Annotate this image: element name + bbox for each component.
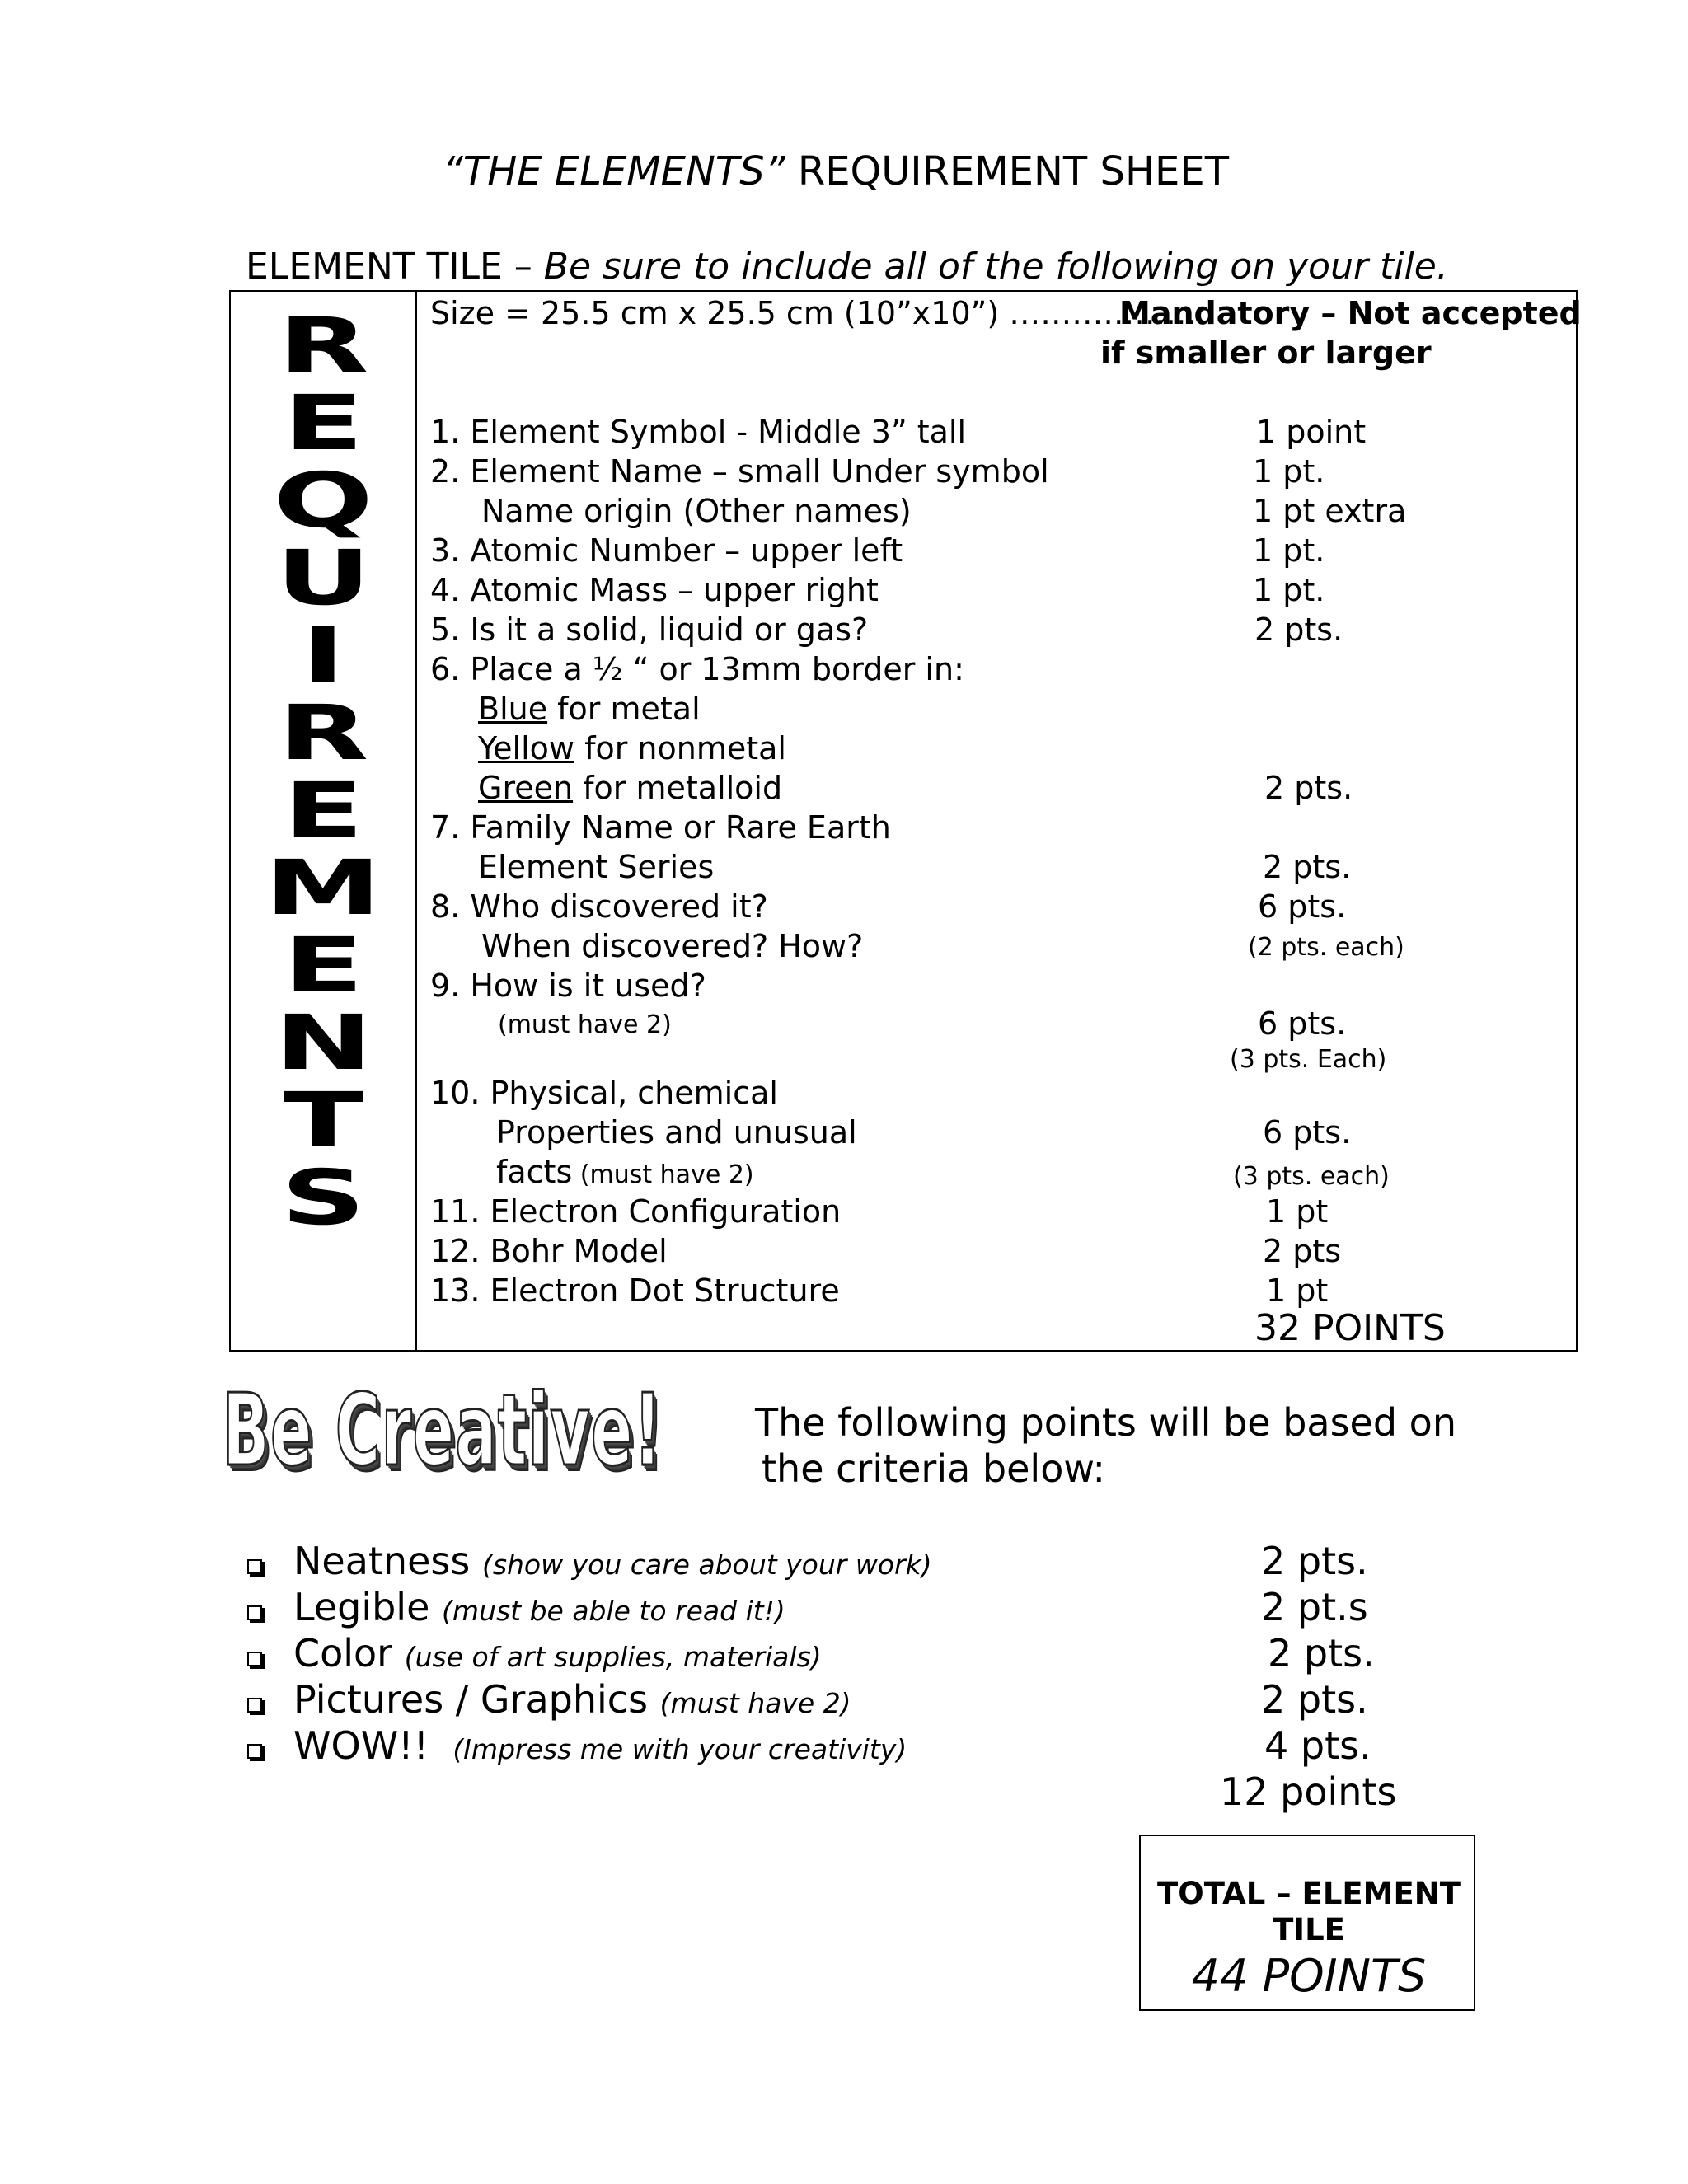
grand-total-label: TOTAL – ELEMENT TILE — [1157, 1876, 1461, 1947]
criteria-item-legible — [293, 1584, 785, 1634]
criteria-intro-line-1: The following points will be based on — [755, 1400, 1456, 1445]
page-title — [443, 148, 1229, 194]
req-item-8b-pts: (2 pts. each) — [1248, 933, 1404, 962]
req-item-2-pts: 1 pt. — [1253, 453, 1325, 490]
title-rest: REQUIREMENT SHEET — [785, 148, 1230, 194]
be-creative-graphic: Be Creative! — [223, 1374, 663, 1488]
criteria-label: Legible — [293, 1585, 430, 1629]
criteria-label: Neatness — [293, 1539, 471, 1583]
color-yellow-label: Yellow — [478, 730, 574, 766]
req-item-12-pts: 2 pts — [1263, 1233, 1342, 1269]
req-item-4-pts: 1 pt. — [1253, 572, 1325, 608]
side-letter: I — [301, 612, 345, 700]
side-letter: S — [280, 1154, 366, 1242]
req-item-13-pts: 1 pt — [1266, 1272, 1329, 1309]
req-item-2b: Name origin (Other names) — [481, 493, 912, 529]
req-item-6-yellow — [478, 729, 786, 768]
req-item-8: 8. Who discovered it? — [430, 888, 768, 925]
req-item-7: 7. Family Name or Rare Earth — [430, 809, 891, 846]
req-item-6-green — [478, 768, 782, 808]
req-item-4: 4. Atomic Mass – upper right — [430, 572, 879, 608]
size-note-range: if smaller or larger — [1100, 335, 1432, 371]
req-item-12: 12. Bohr Model — [430, 1233, 668, 1269]
size-requirement: Size = 25.5 cm x 25.5 cm (10”x10”) ……………… — [430, 295, 1198, 331]
req-item-10: 10. Physical, chemical — [430, 1075, 778, 1111]
grand-total-points: 44 POINTS — [1191, 1950, 1427, 2002]
req-item-9: 9. How is it used? — [430, 968, 706, 1004]
criteria-pts-pictures: 2 pts. — [1261, 1677, 1368, 1722]
req-item-5: 5. Is it a solid, liquid or gas? — [430, 612, 869, 648]
checkbox-icon — [247, 1698, 262, 1713]
checkbox-icon — [247, 1559, 262, 1574]
criteria-note: (must be able to read it!) — [442, 1595, 785, 1627]
criteria-intro-line-2: the criteria below: — [762, 1446, 1105, 1491]
size-note-mandatory: Mandatory – Not accepted — [1119, 295, 1582, 331]
criteria-label: Color — [293, 1631, 393, 1675]
req-item-9-each: (3 pts. Each) — [1230, 1045, 1387, 1074]
color-blue-text: for metal — [547, 691, 701, 727]
req-item-3-pts: 1 pt. — [1253, 532, 1325, 569]
req-item-13: 13. Electron Dot Structure — [430, 1272, 840, 1309]
criteria-note: (use of art supplies, materials) — [404, 1641, 822, 1673]
side-letter: E — [283, 379, 363, 467]
criteria-pts-color: 2 pts. — [1268, 1631, 1375, 1675]
req-item-1: 1. Element Symbol - Middle 3” tall — [430, 414, 967, 450]
criteria-note: (show you care about your work) — [481, 1549, 932, 1581]
criteria-item-pictures — [293, 1676, 851, 1727]
checkbox-icon — [247, 1744, 262, 1759]
req-item-9-pts: 6 pts. — [1258, 1005, 1347, 1042]
side-letter: E — [283, 921, 363, 1010]
req-item-10b: Properties and unusual — [496, 1114, 857, 1151]
criteria-note: (Impress me with your creativity) — [452, 1733, 907, 1765]
side-letter: Q — [273, 457, 373, 545]
req-item-10c — [496, 1152, 754, 1195]
requirements-side-word — [231, 302, 415, 1242]
criteria-item-wow — [293, 1722, 907, 1773]
tile-heading-label: ELEMENT TILE – — [246, 246, 544, 288]
req-item-6-blue — [478, 689, 701, 729]
req-item-11: 11. Electron Configuration — [430, 1193, 842, 1230]
req-item-7-pts: 2 pts. — [1263, 849, 1352, 885]
criteria-note: (must have 2) — [659, 1687, 851, 1719]
requirements-total: 32 POINTS — [1254, 1307, 1446, 1349]
color-green-text: for metalloid — [573, 770, 783, 806]
side-letter: U — [275, 534, 371, 622]
criteria-total: 12 points — [1220, 1769, 1397, 1814]
grand-total-box — [1139, 1835, 1475, 2011]
side-letter: E — [283, 766, 363, 855]
req-item-11-pts: 1 pt — [1266, 1193, 1329, 1230]
req-item-10-each: (3 pts. each) — [1233, 1162, 1390, 1191]
title-quoted: “THE ELEMENTS” — [443, 148, 785, 194]
criteria-label: Pictures / Graphics — [293, 1677, 649, 1722]
checkbox-icon — [247, 1652, 262, 1666]
facts-label: facts — [496, 1154, 573, 1190]
color-blue-label: Blue — [478, 691, 548, 727]
side-letter: M — [265, 844, 382, 932]
req-item-6-pts: 2 pts. — [1264, 770, 1353, 806]
criteria-label: WOW!! — [293, 1723, 429, 1768]
req-item-8b: When discovered? How? — [481, 928, 864, 964]
req-item-1-pts: 1 point — [1256, 414, 1367, 450]
facts-note: (must have 2) — [572, 1160, 754, 1189]
checkbox-icon — [247, 1605, 262, 1620]
tile-heading-instruction: Be sure to include all of the following on your tile. — [543, 246, 1448, 288]
req-item-3: 3. Atomic Number – upper left — [430, 532, 903, 569]
side-letter: R — [278, 689, 368, 777]
req-item-7b: Element Series — [478, 849, 715, 885]
color-green-label: Green — [478, 770, 574, 806]
req-item-9b: (must have 2) — [498, 1010, 672, 1039]
color-yellow-text: for nonmetal — [574, 730, 786, 766]
side-letter: N — [274, 999, 373, 1087]
req-item-5-pts: 2 pts. — [1254, 612, 1343, 648]
req-item-10-pts: 6 pts. — [1263, 1114, 1352, 1151]
criteria-item-neatness — [293, 1538, 932, 1588]
criteria-pts-neatness: 2 pts. — [1261, 1539, 1368, 1583]
table-divider — [415, 292, 417, 1350]
criteria-item-color — [293, 1630, 822, 1680]
req-item-6: 6. Place a ½ “ or 13mm border in: — [430, 651, 964, 687]
criteria-pts-legible: 2 pt.s — [1261, 1585, 1368, 1629]
req-item-8-pts: 6 pts. — [1258, 888, 1347, 925]
criteria-pts-wow: 4 pts. — [1264, 1723, 1372, 1768]
side-letter: R — [278, 302, 368, 390]
req-item-2: 2. Element Name – small Under symbol — [430, 453, 1049, 490]
side-letter: T — [283, 1076, 363, 1165]
element-tile-heading — [246, 246, 1448, 288]
req-item-2b-pts: 1 pt extra — [1253, 493, 1407, 529]
